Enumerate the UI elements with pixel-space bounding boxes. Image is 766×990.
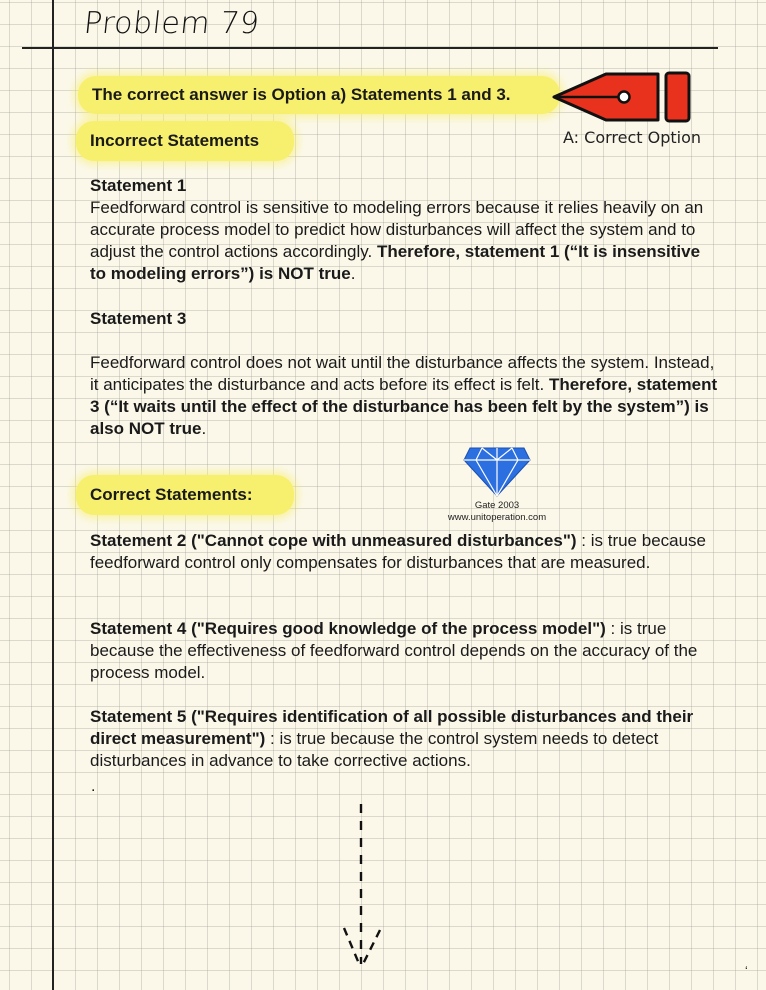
page-title: Problem 79 xyxy=(82,6,262,41)
correct-heading: Correct Statements: xyxy=(76,475,294,515)
statement-3-conclusion: Therefore, statement 3 (“It waits until the effect of the disturbance has been felt by the system”) is also NOT true xyxy=(90,375,718,438)
statement-1-block xyxy=(90,175,720,285)
dashed-arrow-down-icon xyxy=(336,800,386,972)
statement-2-block xyxy=(90,530,720,574)
statement-3-block xyxy=(90,352,720,440)
statement-5-block xyxy=(90,706,720,772)
pen-nib-icon xyxy=(550,68,695,126)
incorrect-heading: Incorrect Statements xyxy=(76,121,294,161)
logo-line-1: Gate 2003 xyxy=(474,500,520,511)
notebook-header-line xyxy=(22,47,718,49)
statement-1-end: . xyxy=(350,264,356,283)
statement-1-conclusion: Therefore, statement 1 (“It is insensitive to modeling errors”) is NOT true xyxy=(90,242,701,283)
notebook-margin-line xyxy=(52,0,54,990)
statement-1-heading: Statement 1 xyxy=(90,176,187,195)
statement-5-rest: : is true because the control system needs to detect disturbances in advance to take corrective actions. xyxy=(90,729,659,770)
statement-2-rest: : is true because feedforward control only compensates for disturbances that are measured. xyxy=(90,531,707,572)
statement-4-rest: : is true because the effectiveness of feedforward control depends on the accuracy of the process model. xyxy=(90,619,698,682)
statement-5-bold: Statement 5 ("Requires identification of all possible disturbances and their direct measurement") xyxy=(90,707,694,748)
pen-caption: A: Correct Option xyxy=(563,128,702,147)
corner-mark: ʻ xyxy=(745,964,748,978)
statement-3-heading: Statement 3 xyxy=(90,309,187,328)
logo-line-2: www.unitoperation.com xyxy=(447,512,547,523)
statement-2-bold: Statement 2 ("Cannot cope with unmeasured disturbances") xyxy=(90,531,577,550)
statement-3-end: . xyxy=(201,419,207,438)
statement-3-heading-block xyxy=(90,308,720,330)
statement-4-block xyxy=(90,618,720,684)
logo-caption xyxy=(446,500,548,524)
diamond-logo-icon xyxy=(462,444,532,498)
answer-highlight: The correct answer is Option a) Statements 1 and 3. xyxy=(78,76,560,114)
statement-4-bold: Statement 4 ("Requires good knowledge of the process model") xyxy=(90,619,606,638)
statement-1-body: Feedforward control is sensitive to modeling errors because it relies heavily on an accurate process model to predict how disturbances will affect the system and to adjust the control actions accordingly. xyxy=(90,198,704,261)
statement-3-body: Feedforward control does not wait until the disturbance affects the system. Instead, it anticipates the disturbance and acts before its effect is felt. xyxy=(90,353,715,394)
trailing-dot: . xyxy=(91,778,96,795)
